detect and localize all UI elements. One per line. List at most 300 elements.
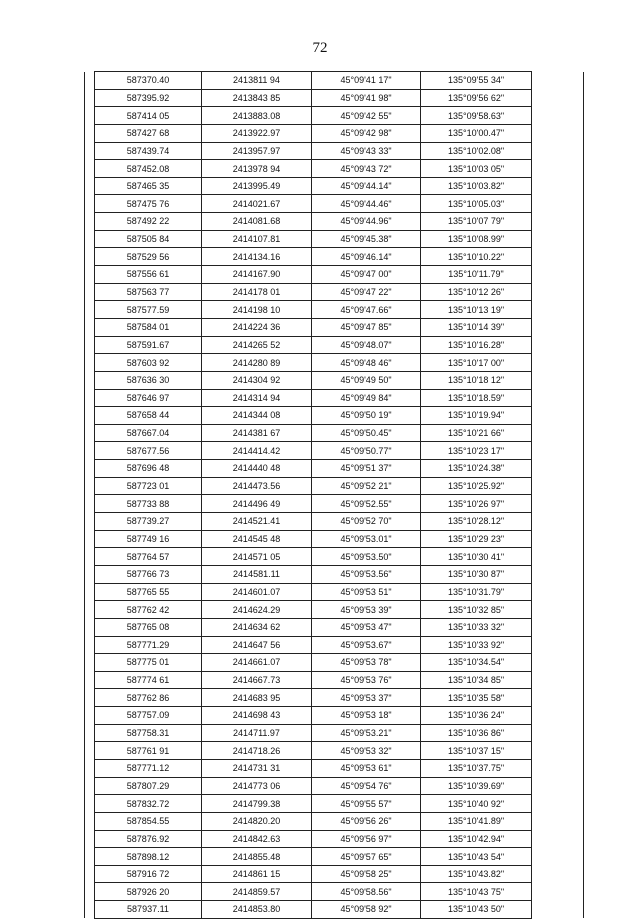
page-number: 72: [312, 40, 328, 56]
x-coordinate-cell: 587937.11: [95, 901, 202, 919]
latitude-cell: 45°09'53 76": [312, 671, 421, 689]
table-row: [85, 724, 584, 742]
longitude-cell: 135°10'24.38": [421, 460, 532, 478]
longitude-cell: 135°10'23 17": [421, 442, 532, 460]
blank-cell-right: [532, 883, 584, 901]
latitude-cell: 45°09'50.45": [312, 424, 421, 442]
y-coordinate-cell: 2414473.56: [202, 477, 312, 495]
latitude-cell: 45°09'53 37": [312, 689, 421, 707]
latitude-cell: 45°09'47 22": [312, 283, 421, 301]
table-row: [85, 865, 584, 883]
longitude-cell: 135°10'43 75": [421, 883, 532, 901]
longitude-cell: 135°10'07 79": [421, 213, 532, 231]
table-row: [85, 318, 584, 336]
blank-cell-left: [85, 230, 95, 248]
x-coordinate-cell: 587733 88: [95, 495, 202, 513]
longitude-cell: 135°10'34 85": [421, 671, 532, 689]
table-row: [85, 213, 584, 231]
latitude-cell: 45°09'57 65": [312, 848, 421, 866]
y-coordinate-cell: 2414718.26: [202, 742, 312, 760]
x-coordinate-cell: 587765 08: [95, 618, 202, 636]
blank-cell-right: [532, 442, 584, 460]
longitude-cell: 135°10'21 66": [421, 424, 532, 442]
coordinates-table: [84, 71, 584, 919]
y-coordinate-cell: 2414859.57: [202, 883, 312, 901]
blank-cell-right: [532, 707, 584, 725]
x-coordinate-cell: 587876.92: [95, 830, 202, 848]
blank-cell-left: [85, 636, 95, 654]
blank-cell-left: [85, 548, 95, 566]
y-coordinate-cell: 2414634 62: [202, 618, 312, 636]
blank-cell-right: [532, 301, 584, 319]
longitude-cell: 135°10'34.54": [421, 654, 532, 672]
y-coordinate-cell: 2414667.73: [202, 671, 312, 689]
latitude-cell: 45°09'52.55": [312, 495, 421, 513]
blank-cell-right: [532, 689, 584, 707]
x-coordinate-cell: 587832.72: [95, 795, 202, 813]
longitude-cell: 135°09'55 34": [421, 72, 532, 90]
blank-cell-left: [85, 618, 95, 636]
blank-cell-right: [532, 389, 584, 407]
table-row: [85, 548, 584, 566]
latitude-cell: 45°09'51 37": [312, 460, 421, 478]
table-row: [85, 424, 584, 442]
y-coordinate-cell: 2414314 94: [202, 389, 312, 407]
blank-cell-left: [85, 742, 95, 760]
table-row: [85, 336, 584, 354]
x-coordinate-cell: 587584 01: [95, 318, 202, 336]
blank-cell-right: [532, 742, 584, 760]
x-coordinate-cell: 587771.29: [95, 636, 202, 654]
blank-cell-left: [85, 72, 95, 90]
x-coordinate-cell: 587762 86: [95, 689, 202, 707]
blank-cell-right: [532, 248, 584, 266]
longitude-cell: 135°10'30 41": [421, 548, 532, 566]
blank-cell-right: [532, 565, 584, 583]
y-coordinate-cell: 2414624.29: [202, 601, 312, 619]
blank-cell-left: [85, 565, 95, 583]
y-coordinate-cell: 2414198 10: [202, 301, 312, 319]
blank-cell-left: [85, 407, 95, 425]
longitude-cell: 135°10'37.75": [421, 759, 532, 777]
x-coordinate-cell: 587854.55: [95, 812, 202, 830]
table-row: [85, 812, 584, 830]
table-row: [85, 565, 584, 583]
y-coordinate-cell: 2414496 49: [202, 495, 312, 513]
table-row: [85, 248, 584, 266]
blank-cell-right: [532, 266, 584, 284]
y-coordinate-cell: 2414853.80: [202, 901, 312, 919]
blank-cell-right: [532, 107, 584, 125]
longitude-cell: 135°10'41.89": [421, 812, 532, 830]
longitude-cell: 135°10'33 92": [421, 636, 532, 654]
latitude-cell: 45°09'52 21": [312, 477, 421, 495]
y-coordinate-cell: 2414773 06: [202, 777, 312, 795]
longitude-cell: 135°10'12 26": [421, 283, 532, 301]
latitude-cell: 45°09'53.56": [312, 565, 421, 583]
x-coordinate-cell: 587723 01: [95, 477, 202, 495]
table-row: [85, 530, 584, 548]
latitude-cell: 45°09'53 32": [312, 742, 421, 760]
table-row: [85, 583, 584, 601]
table-row: [85, 654, 584, 672]
table-row: [85, 759, 584, 777]
blank-cell-left: [85, 442, 95, 460]
y-coordinate-cell: 2414081.68: [202, 213, 312, 231]
x-coordinate-cell: 587492 22: [95, 213, 202, 231]
blank-cell-right: [532, 548, 584, 566]
x-coordinate-cell: 587667.04: [95, 424, 202, 442]
blank-cell-right: [532, 336, 584, 354]
blank-cell-left: [85, 318, 95, 336]
blank-cell-left: [85, 724, 95, 742]
latitude-cell: 45°09'47 85": [312, 318, 421, 336]
table-row: [85, 707, 584, 725]
blank-cell-left: [85, 654, 95, 672]
longitude-cell: 135°10'16.28": [421, 336, 532, 354]
longitude-cell: 135°10'10.22": [421, 248, 532, 266]
blank-cell-right: [532, 654, 584, 672]
y-coordinate-cell: 2413995.49: [202, 177, 312, 195]
blank-cell-right: [532, 318, 584, 336]
longitude-cell: 135°10'14 39": [421, 318, 532, 336]
blank-cell-left: [85, 89, 95, 107]
latitude-cell: 45°09'53.01": [312, 530, 421, 548]
table-row: [85, 883, 584, 901]
longitude-cell: 135°10'17 00": [421, 354, 532, 372]
blank-cell-left: [85, 689, 95, 707]
x-coordinate-cell: 587926 20: [95, 883, 202, 901]
blank-cell-right: [532, 830, 584, 848]
blank-cell-left: [85, 601, 95, 619]
blank-cell-right: [532, 89, 584, 107]
blank-cell-left: [85, 424, 95, 442]
blank-cell-right: [532, 724, 584, 742]
y-coordinate-cell: 2414021.67: [202, 195, 312, 213]
x-coordinate-cell: 587427 68: [95, 124, 202, 142]
x-coordinate-cell: 587739.27: [95, 513, 202, 531]
latitude-cell: 45°09'56 26": [312, 812, 421, 830]
y-coordinate-cell: 2414661.07: [202, 654, 312, 672]
x-coordinate-cell: 587603 92: [95, 354, 202, 372]
blank-cell-right: [532, 812, 584, 830]
blank-cell-left: [85, 671, 95, 689]
longitude-cell: 135°10'43.82": [421, 865, 532, 883]
blank-cell-left: [85, 195, 95, 213]
x-coordinate-cell: 587916 72: [95, 865, 202, 883]
latitude-cell: 45°09'44.14": [312, 177, 421, 195]
x-coordinate-cell: 587775 01: [95, 654, 202, 672]
y-coordinate-cell: 2414545 48: [202, 530, 312, 548]
x-coordinate-cell: 587636 30: [95, 371, 202, 389]
x-coordinate-cell: 587764 57: [95, 548, 202, 566]
latitude-cell: 45°09'48 46": [312, 354, 421, 372]
y-coordinate-cell: 2413811 94: [202, 72, 312, 90]
blank-cell-left: [85, 477, 95, 495]
blank-cell-left: [85, 213, 95, 231]
y-coordinate-cell: 2414799.38: [202, 795, 312, 813]
blank-cell-left: [85, 336, 95, 354]
table-row: [85, 301, 584, 319]
table-row: [85, 830, 584, 848]
longitude-cell: 135°10'28.12": [421, 513, 532, 531]
longitude-cell: 135°10'37 15": [421, 742, 532, 760]
blank-cell-left: [85, 901, 95, 919]
longitude-cell: 135°10'18 12": [421, 371, 532, 389]
latitude-cell: 45°09'50.77": [312, 442, 421, 460]
y-coordinate-cell: 2414344 08: [202, 407, 312, 425]
y-coordinate-cell: 2413922.97: [202, 124, 312, 142]
table-row: [85, 283, 584, 301]
y-coordinate-cell: 2414842.63: [202, 830, 312, 848]
longitude-cell: 135°10'18.59": [421, 389, 532, 407]
table-row: [85, 89, 584, 107]
blank-cell-right: [532, 230, 584, 248]
longitude-cell: 135°10'26 97": [421, 495, 532, 513]
y-coordinate-cell: 2414855.48: [202, 848, 312, 866]
latitude-cell: 45°09'44.46": [312, 195, 421, 213]
longitude-cell: 135°10'40 92": [421, 795, 532, 813]
blank-cell-left: [85, 812, 95, 830]
x-coordinate-cell: 587774 61: [95, 671, 202, 689]
latitude-cell: 45°09'53 18": [312, 707, 421, 725]
table-row: [85, 901, 584, 919]
x-coordinate-cell: 587395.92: [95, 89, 202, 107]
longitude-cell: 135°10'11.79": [421, 266, 532, 284]
latitude-cell: 45°09'42 55": [312, 107, 421, 125]
longitude-cell: 135°10'30 87": [421, 565, 532, 583]
table-row: [85, 160, 584, 178]
longitude-cell: 135°10'02.08": [421, 142, 532, 160]
y-coordinate-cell: 2414581.11: [202, 565, 312, 583]
table-row: [85, 495, 584, 513]
y-coordinate-cell: 2413957.97: [202, 142, 312, 160]
table-row: [85, 618, 584, 636]
longitude-cell: 135°10'43 54": [421, 848, 532, 866]
latitude-cell: 45°09'53 47": [312, 618, 421, 636]
table-row: [85, 671, 584, 689]
x-coordinate-cell: 587591.67: [95, 336, 202, 354]
blank-cell-right: [532, 795, 584, 813]
y-coordinate-cell: 2414820.20: [202, 812, 312, 830]
blank-cell-left: [85, 777, 95, 795]
x-coordinate-cell: 587505 84: [95, 230, 202, 248]
blank-cell-right: [532, 477, 584, 495]
blank-cell-left: [85, 124, 95, 142]
longitude-cell: 135°10'36 24": [421, 707, 532, 725]
y-coordinate-cell: 2414304 92: [202, 371, 312, 389]
blank-cell-right: [532, 865, 584, 883]
blank-cell-right: [532, 636, 584, 654]
blank-cell-right: [532, 177, 584, 195]
y-coordinate-cell: 2414381 67: [202, 424, 312, 442]
blank-cell-right: [532, 160, 584, 178]
table-row: [85, 601, 584, 619]
latitude-cell: 45°09'55 57": [312, 795, 421, 813]
y-coordinate-cell: 2413883.08: [202, 107, 312, 125]
longitude-cell: 135°09'58.63": [421, 107, 532, 125]
x-coordinate-cell: 587677.56: [95, 442, 202, 460]
x-coordinate-cell: 587439.74: [95, 142, 202, 160]
blank-cell-left: [85, 865, 95, 883]
longitude-cell: 135°10'43 50": [421, 901, 532, 919]
blank-cell-right: [532, 407, 584, 425]
latitude-cell: 45°09'50 19": [312, 407, 421, 425]
longitude-cell: 135°10'25.92": [421, 477, 532, 495]
longitude-cell: 135°10'03 05": [421, 160, 532, 178]
latitude-cell: 45°09'53.67": [312, 636, 421, 654]
table-row: [85, 742, 584, 760]
longitude-cell: 135°10'42.94": [421, 830, 532, 848]
blank-cell-left: [85, 795, 95, 813]
latitude-cell: 45°09'49 84": [312, 389, 421, 407]
latitude-cell: 45°09'53.21": [312, 724, 421, 742]
x-coordinate-cell: 587646 97: [95, 389, 202, 407]
latitude-cell: 45°09'44.96": [312, 213, 421, 231]
table-row: [85, 636, 584, 654]
longitude-cell: 135°10'29 23": [421, 530, 532, 548]
blank-cell-left: [85, 283, 95, 301]
y-coordinate-cell: 2414647 56: [202, 636, 312, 654]
table-row: [85, 230, 584, 248]
x-coordinate-cell: 587771.12: [95, 759, 202, 777]
latitude-cell: 45°09'45.38": [312, 230, 421, 248]
x-coordinate-cell: 587807.29: [95, 777, 202, 795]
table-row: [85, 689, 584, 707]
y-coordinate-cell: 2414601.07: [202, 583, 312, 601]
blank-cell-right: [532, 354, 584, 372]
blank-cell-left: [85, 583, 95, 601]
blank-cell-right: [532, 283, 584, 301]
latitude-cell: 45°09'53 78": [312, 654, 421, 672]
latitude-cell: 45°09'41 17": [312, 72, 421, 90]
blank-cell-left: [85, 389, 95, 407]
x-coordinate-cell: 587370.40: [95, 72, 202, 90]
latitude-cell: 45°09'52 70": [312, 513, 421, 531]
y-coordinate-cell: 2414224 36: [202, 318, 312, 336]
longitude-cell: 135°10'08.99": [421, 230, 532, 248]
table-row: [85, 513, 584, 531]
blank-cell-right: [532, 72, 584, 90]
blank-cell-right: [532, 371, 584, 389]
blank-cell-left: [85, 830, 95, 848]
x-coordinate-cell: 587465 35: [95, 177, 202, 195]
y-coordinate-cell: 2414861 15: [202, 865, 312, 883]
y-coordinate-cell: 2414134.16: [202, 248, 312, 266]
y-coordinate-cell: 2414440 48: [202, 460, 312, 478]
blank-cell-left: [85, 142, 95, 160]
latitude-cell: 45°09'56 97": [312, 830, 421, 848]
y-coordinate-cell: 2413843 85: [202, 89, 312, 107]
table-row: [85, 177, 584, 195]
blank-cell-left: [85, 530, 95, 548]
blank-cell-left: [85, 160, 95, 178]
blank-cell-left: [85, 107, 95, 125]
longitude-cell: 135°10'13 19": [421, 301, 532, 319]
y-coordinate-cell: 2414711.97: [202, 724, 312, 742]
table-row: [85, 266, 584, 284]
y-coordinate-cell: 2414698 43: [202, 707, 312, 725]
blank-cell-right: [532, 124, 584, 142]
blank-cell-right: [532, 601, 584, 619]
y-coordinate-cell: 2414280 89: [202, 354, 312, 372]
longitude-cell: 135°10'32 85": [421, 601, 532, 619]
coordinates-table-body: [85, 72, 584, 919]
table-row: [85, 795, 584, 813]
table-row: [85, 371, 584, 389]
blank-cell-left: [85, 513, 95, 531]
latitude-cell: 45°09'48.07": [312, 336, 421, 354]
x-coordinate-cell: 587749 16: [95, 530, 202, 548]
x-coordinate-cell: 587898.12: [95, 848, 202, 866]
latitude-cell: 45°09'53 51": [312, 583, 421, 601]
x-coordinate-cell: 587475 76: [95, 195, 202, 213]
blank-cell-left: [85, 354, 95, 372]
longitude-cell: 135°10'19.94": [421, 407, 532, 425]
table-row: [85, 777, 584, 795]
y-coordinate-cell: 2414107.81: [202, 230, 312, 248]
latitude-cell: 45°09'47.66": [312, 301, 421, 319]
latitude-cell: 45°09'54 76": [312, 777, 421, 795]
x-coordinate-cell: 587529 56: [95, 248, 202, 266]
blank-cell-left: [85, 460, 95, 478]
table-row: [85, 124, 584, 142]
blank-cell-left: [85, 848, 95, 866]
latitude-cell: 45°09'42 98": [312, 124, 421, 142]
x-coordinate-cell: 587762 42: [95, 601, 202, 619]
table-row: [85, 72, 584, 90]
blank-cell-right: [532, 495, 584, 513]
latitude-cell: 45°09'58 25": [312, 865, 421, 883]
x-coordinate-cell: 587765 55: [95, 583, 202, 601]
table-row: [85, 460, 584, 478]
longitude-cell: 135°10'39.69": [421, 777, 532, 795]
longitude-cell: 135°10'36 86": [421, 724, 532, 742]
blank-cell-right: [532, 513, 584, 531]
x-coordinate-cell: 587696 48: [95, 460, 202, 478]
table-row: [85, 848, 584, 866]
x-coordinate-cell: 587758.31: [95, 724, 202, 742]
latitude-cell: 45°09'49 50": [312, 371, 421, 389]
blank-cell-right: [532, 901, 584, 919]
blank-cell-right: [532, 848, 584, 866]
longitude-cell: 135°10'00.47": [421, 124, 532, 142]
y-coordinate-cell: 2414265 52: [202, 336, 312, 354]
latitude-cell: 45°09'58.56": [312, 883, 421, 901]
blank-cell-right: [532, 777, 584, 795]
longitude-cell: 135°10'35 58": [421, 689, 532, 707]
y-coordinate-cell: 2413978 94: [202, 160, 312, 178]
x-coordinate-cell: 587766 73: [95, 565, 202, 583]
blank-cell-left: [85, 371, 95, 389]
y-coordinate-cell: 2414521.41: [202, 513, 312, 531]
latitude-cell: 45°09'41 98": [312, 89, 421, 107]
x-coordinate-cell: 587761 91: [95, 742, 202, 760]
y-coordinate-cell: 2414167.90: [202, 266, 312, 284]
x-coordinate-cell: 587577.59: [95, 301, 202, 319]
blank-cell-right: [532, 195, 584, 213]
table-row: [85, 354, 584, 372]
longitude-cell: 135°10'03.82": [421, 177, 532, 195]
blank-cell-right: [532, 424, 584, 442]
latitude-cell: 45°09'43 72": [312, 160, 421, 178]
latitude-cell: 45°09'43 33": [312, 142, 421, 160]
latitude-cell: 45°09'46.14": [312, 248, 421, 266]
blank-cell-left: [85, 248, 95, 266]
blank-cell-left: [85, 883, 95, 901]
blank-cell-right: [532, 460, 584, 478]
blank-cell-right: [532, 583, 584, 601]
